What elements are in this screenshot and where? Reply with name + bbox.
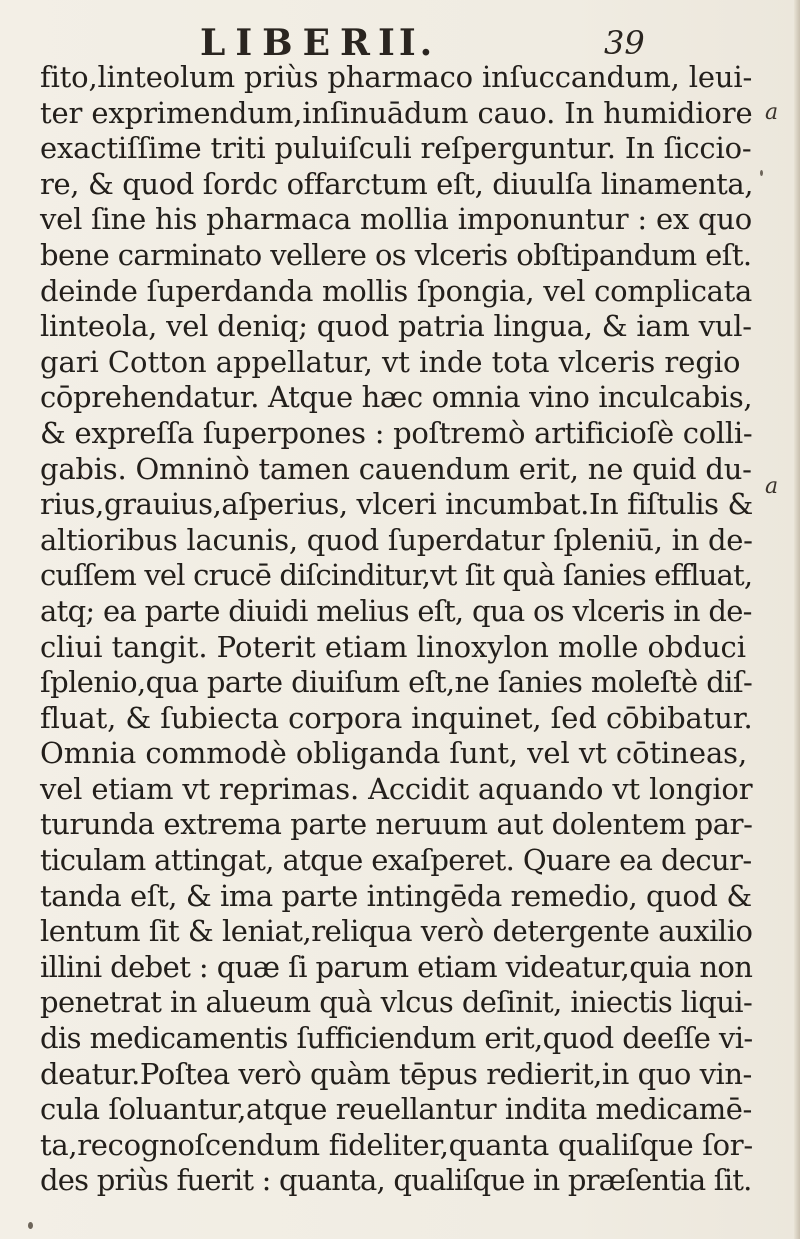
header-part: II. [378, 22, 437, 64]
text-line: exactiſſime triti puluiſculi reſperguntur. In ſiccio- [40, 131, 752, 166]
text-line: cula ſoluantur,atque reuellantur indita medicamē- [40, 1092, 752, 1127]
text-line: ter exprimendum,inſinuādum cauo. In humidiore [40, 95, 753, 130]
text-line: des priùs fuerit : quanta, qualiſque in præſentia ſit. [40, 1163, 752, 1198]
body-text [40, 60, 755, 1199]
page-number: 39 [604, 24, 645, 62]
text-line: deatur.Poſtea verò quàm tēpus redierit,in quo vin- [40, 1056, 752, 1091]
header-title: LIBER [200, 22, 380, 64]
text-line: gabis. Omninò tamen cauendum erit, ne quid du- [40, 451, 752, 486]
margin-annotation: a [765, 474, 779, 499]
text-line: dis medicamentis ſufficiendum erit,quod deeſſe vi- [40, 1021, 753, 1056]
text-line: ta,recognoſcendum fideliter,quanta qualiſque ſor- [40, 1127, 753, 1162]
text-line: linteola, vel deniq; quod patria lingua, & iam vul- [40, 309, 752, 344]
text-line: rius,grauius,aſperius, vlceri incumbat.In fiſtulis & [40, 487, 753, 522]
page-edge [794, 0, 800, 1239]
text-line: vel etiam vt reprimas. Accidit aquando vt longior [40, 771, 753, 806]
text-line: cōprehendatur. Atque hæc omnia vino inculcabis, [40, 380, 753, 415]
text-line: deinde ſuperdanda mollis ſpongia, vel complicata [40, 273, 753, 308]
text-line: lentum ſit & leniat,reliqua verò detergente auxilio [40, 914, 753, 949]
text-line: bene carminato vellere os vlceris obſtipandum eſt. [40, 237, 752, 272]
text-line: vel ſine his pharmaca mollia imponuntur : ex quo [40, 202, 753, 237]
text-line: penetrat in alueum quà vlcus deſinit, iniectis liqui- [40, 985, 753, 1020]
text-line: altioribus lacunis, quod ſuperdatur ſpleniū, in de- [40, 522, 753, 557]
ink-speck [760, 170, 763, 176]
text-line: ticulam attingat, atque exaſperet. Quare ea decur- [40, 843, 752, 878]
text-line: atq; ea parte diuidi melius eſt, qua os vlceris in de- [40, 593, 752, 628]
text-line: tanda eſt, & ima parte intingēda remedio, quod & [40, 878, 752, 913]
text-line: fito,linteolum priùs pharmaco inſuccandum, leui- [40, 60, 753, 94]
text-line: gari Cotton appellatur, vt inde tota vlceris regio [40, 344, 741, 379]
text-line: re, & quod ſordc offarctum eſt, diuulſa linamenta, [40, 166, 754, 201]
text-line: cliui tangit. Poterit etiam linoxylon molle obduci [40, 629, 746, 664]
margin-annotation: a [765, 100, 779, 125]
text-line: fluat, & ſubiecta corpora inquinet, ſed cōbibatur. [40, 700, 753, 735]
text-line: cuſſem vel crucē diſcinditur,vt ſit quà ſanies effluat, [40, 558, 753, 593]
text-line: & expreſſa ſuperpones : poſtremò artificioſè colli- [40, 415, 753, 450]
text-line: turunda extrema parte neruum aut dolentem par- [40, 807, 753, 842]
ink-speck [28, 1222, 33, 1229]
text-line: illini debet : quæ ſi parum etiam videatur,quia non [40, 949, 753, 984]
text-line: ſplenio,qua parte diuiſum eſt,ne ſanies moleſtè diſ- [40, 665, 753, 700]
text-line: Omnia commodè obliganda ſunt, vel vt cōtineas, [40, 736, 748, 771]
